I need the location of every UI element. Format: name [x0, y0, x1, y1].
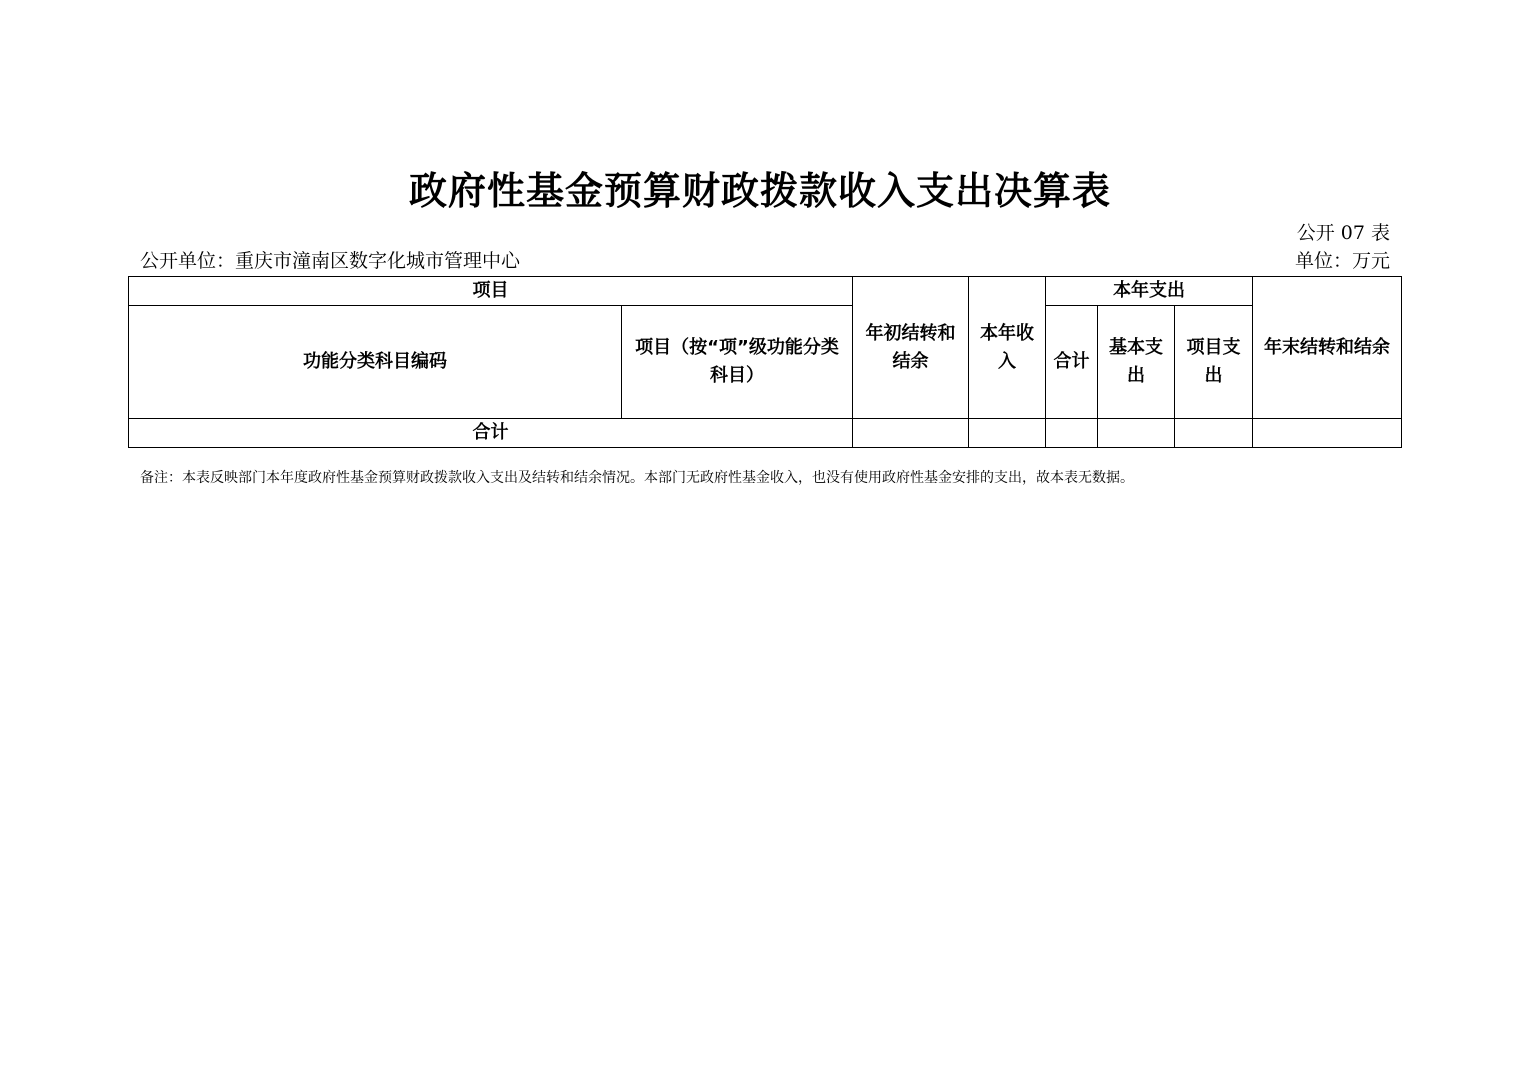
form-number: 公开 07 表 — [1296, 222, 1390, 244]
reporting-unit: 公开单位：重庆市潼南区数字化城市管理中心 — [140, 250, 521, 272]
header-end-balance: 年末结转和结余 — [1253, 277, 1402, 419]
total-expense-total — [1046, 419, 1098, 448]
total-income — [969, 419, 1046, 448]
table-row — [129, 419, 1402, 448]
header-begin-balance: 年初结转和结余 — [853, 277, 969, 419]
header-expense-total: 合计 — [1046, 306, 1098, 419]
header-project: 项目 — [129, 277, 853, 306]
total-end-balance — [1253, 419, 1402, 448]
header-income: 本年收入 — [969, 277, 1046, 419]
header-expense-project: 项目支出 — [1175, 306, 1253, 419]
total-begin-balance — [853, 419, 969, 448]
total-row-label: 合计 — [129, 419, 853, 448]
budget-table — [128, 276, 1402, 448]
currency-unit: 单位：万元 — [1294, 250, 1390, 272]
total-expense-project — [1175, 419, 1253, 448]
header-func-code: 功能分类科目编码 — [129, 306, 622, 419]
header-expense-basic: 基本支出 — [1098, 306, 1175, 419]
header-project-item: 项目（按“项”级功能分类科目） — [622, 306, 853, 419]
table-note: 备注：本表反映部门本年度政府性基金预算财政拨款收入支出及结转和结余情况。本部门无政府性基金收入，也没有使用政府性基金安排的支出，故本表无数据。 — [140, 470, 1134, 486]
header-expense-group: 本年支出 — [1046, 277, 1253, 306]
total-expense-basic — [1098, 419, 1175, 448]
page-title: 政府性基金预算财政拨款收入支出决算表 — [408, 168, 1111, 213]
